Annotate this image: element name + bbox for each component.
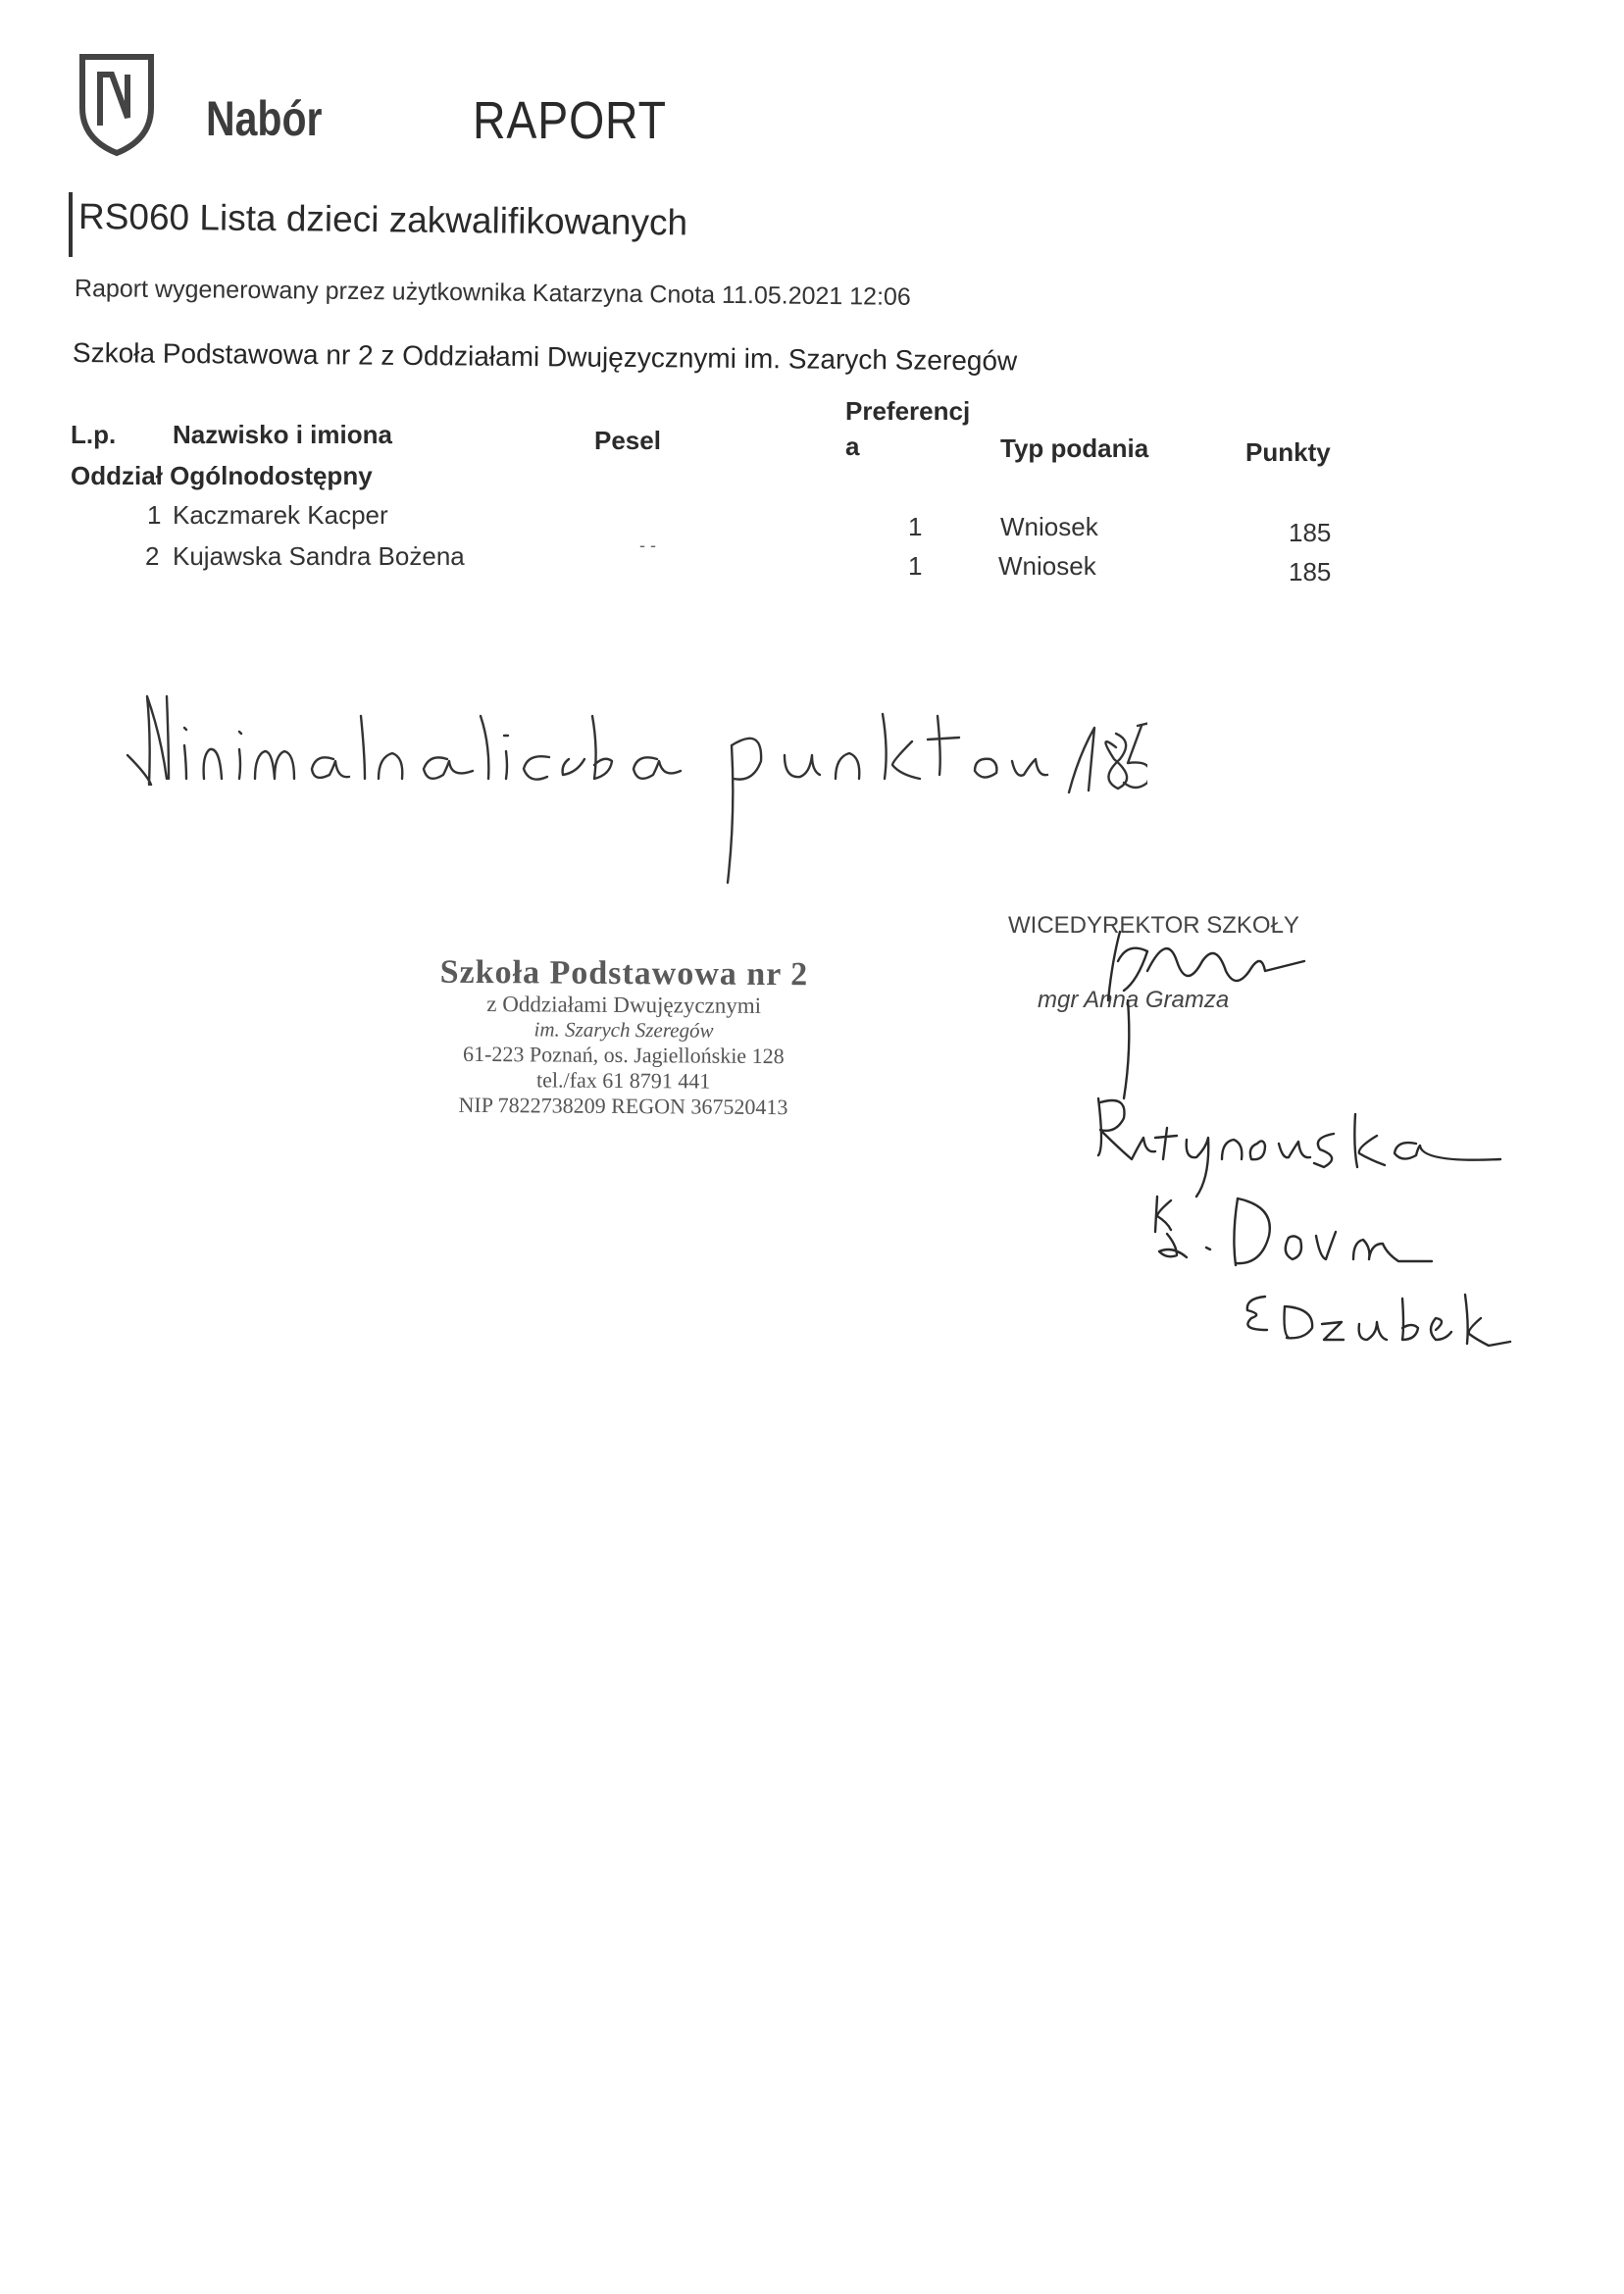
generated-info: Raport wygenerowany przez użytkownika Katarzyna Cnota 11.05.2021 12:06 — [74, 275, 911, 311]
stamp-line2: z Oddziałami Dwujęzycznymi — [486, 992, 762, 1018]
stamp-line5: tel./fax 61 8791 441 — [535, 1067, 711, 1094]
row1-type: Wniosek — [1000, 512, 1098, 541]
row2-pesel: - - — [639, 535, 656, 555]
role-stamp: WICEDYREKTOR SZKOŁY — [1008, 912, 1299, 939]
header-pesel: Pesel — [594, 426, 661, 455]
row1-lp: 1 — [147, 500, 162, 530]
row2-lp: 2 — [145, 541, 160, 571]
report-title: RS060 Lista dzieci zakwalifikowanych — [77, 196, 688, 243]
school-stamp — [417, 954, 830, 1121]
row2-pref: 1 — [908, 551, 923, 581]
school-name: Szkoła Podstawowa nr 2 z Oddziałami Dwujęzycznymi im. Szarych Szeregów — [72, 337, 1018, 377]
stamp-line1: Szkoła Podstawowa nr 2 — [439, 953, 809, 994]
header-preference-line2: a — [845, 432, 860, 461]
name-stamp: mgr Anna Gramza — [1038, 987, 1230, 1013]
title-bar-divider — [69, 192, 73, 257]
brand-name: Nabór — [206, 91, 323, 146]
row2-type: Wniosek — [998, 551, 1096, 581]
page-title: RAPORT — [473, 91, 667, 150]
header-preference-line1: Preferencj — [845, 396, 971, 426]
nabor-shield-icon — [73, 49, 161, 157]
handwritten-note-image — [108, 677, 1147, 902]
header-points: Punkty — [1245, 437, 1331, 467]
header-lp: L.p. — [71, 420, 117, 449]
header-type: Typ podania — [1000, 433, 1149, 463]
row1-pref: 1 — [908, 512, 923, 541]
signatures-image — [1030, 902, 1520, 1373]
row2-points: 185 — [1289, 557, 1332, 586]
row1-name: Kaczmarek Kacper — [173, 500, 388, 530]
stamp-line6: NIP 7822738209 REGON 367520413 — [458, 1092, 788, 1120]
header-name: Nazwisko i imiona — [173, 420, 392, 449]
section-label: Oddział Ogólnodostępny — [71, 461, 373, 490]
stamp-line3: im. Szarych Szeregów — [533, 1017, 714, 1043]
row2-name: Kujawska Sandra Bożena — [173, 541, 465, 571]
stamp-line4: 61-223 Poznań, os. Jagiellońskie 128 — [463, 1041, 785, 1069]
row1-points: 185 — [1289, 518, 1332, 547]
